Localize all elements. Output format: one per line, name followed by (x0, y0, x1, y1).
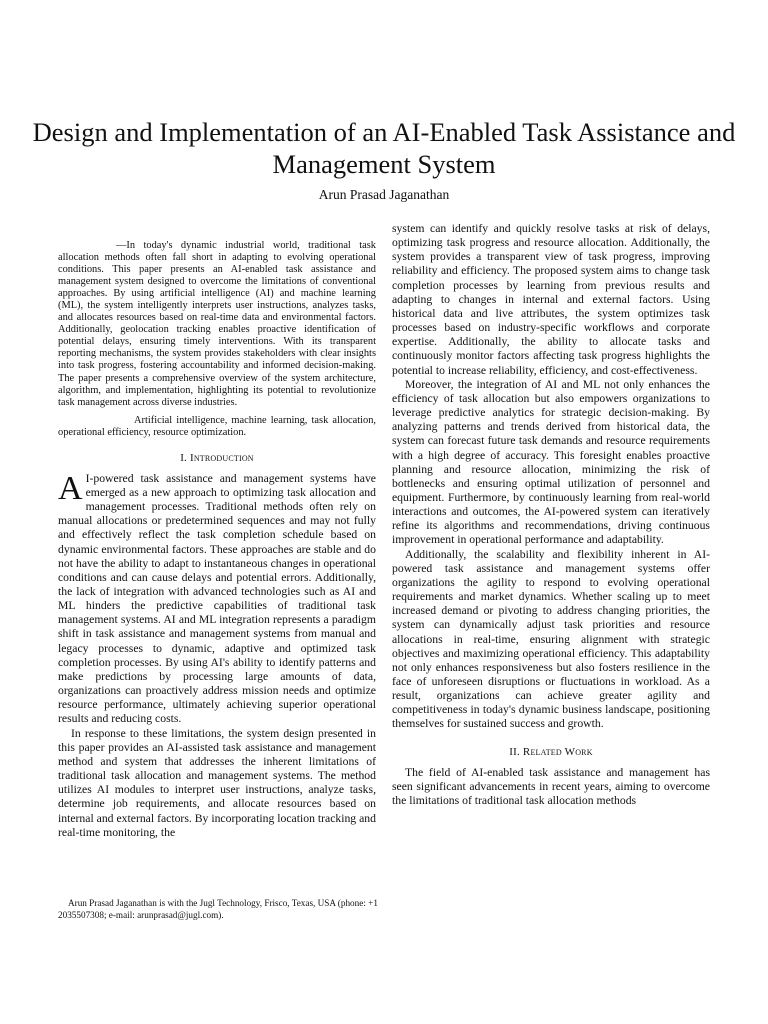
author-name: Arun Prasad Jaganathan (318, 187, 450, 202)
intro-paragraph-2-continued: system can identify and quickly resolve tasks at risk of delays, optimizing task progress and resource allocation. Additionally, the system provides a transparent view of task progress, improving reliability and efficiency. The proposed system aims to change task completion processes by learning from previous results and adapting to changes in internal and external factors. Using historical data and live attributes, the system optimizes task processes based on industry-specific workflows and corporate expertise. Additionally, the ability to allocate tasks and continuously monitor factors affecting task progress highlights the potential to increase reliability, efficiency, and cost-effectiveness. (392, 222, 710, 377)
left-column (58, 222, 376, 840)
paper-title: Design and Implementation of an AI-Enabled Task Assistance and Management System (32, 117, 736, 179)
abstract: —In today's dynamic industrial world, traditional task allocation methods often fall short in adapting to evolving operational conditions. This paper presents an AI-enabled task assistance and management system designed to overcome the limitations of conventional approaches. By using artificial intelligence (AI) and machine learning (ML), the system intelligently interprets user instructions, analyzes tasks, and allocates resources based on real-time data and environmental factors. Additionally, geolocation tracking enables proactive identification of potential delays, ensuring timely interventions. With its transparent reporting mechanisms, the system provides stakeholders with clear insights into task progress, fostering accountability and informed decision-making. The paper presents a comprehensive overview of the system architecture, algorithm, and implementation, highlighting its potential to revolutionize task management across diverse industries. (58, 240, 376, 408)
related-paragraph-1: The field of AI-enabled task assistance and management has seen significant advancements in recent years, aiming to overcome the limitations of traditional task allocation methods (392, 765, 710, 807)
intro-paragraph-2: In response to these limitations, the system design presented in this paper provides an AI-assisted task assistance and management method and system that addresses the inherent limitations of traditional task allocation and management systems. The method utilizes AI modules to interpret user instructions, analyze tasks, determine job requirements, and allocate resources based on internal and external factors. By incorporating location tracking and real-time monitoring, the (58, 726, 376, 839)
section-heading-related-work: II. Related Work (509, 745, 593, 758)
intro-paragraph-4: Additionally, the scalability and flexibility inherent in AI-powered task assistance and management systems offer organizations the agility to respond to evolving operational requirements and market dynamics. Whether scaling up to meet increased demand or pivoting to address changing priorities, the system can dynamically adjust task priorities and resource allocations in real-time, ensuring alignment with strategic objectives and maximizing operational efficiency. This adaptability not only enhances responsiveness but also fosters resilience in the face of unforeseen disruptions or fluctuations in workload. As a result, organizations can achieve greater agility and competitiveness in today's dynamic business landscape, positioning themselves for sustained success and growth. (392, 547, 710, 731)
intro-paragraph-1 (58, 469, 376, 727)
intro-paragraph-3: Moreover, the integration of AI and ML not only enhances the efficiency of task allocation but also empowers organizations to leverage predictive analytics for strategic decision-making. By analyzing patterns and trends derived from historical data, the system can forecast future task demands and resource requirements with a high degree of accuracy. This foresight enables proactive planning and resource allocation, minimizing the risk of bottlenecks and ensuring optimal utilization of personnel and equipment. Furthermore, by continuously learning from real-world interactions and outcomes, the AI-powered system can iteratively refine its algorithms and recommendations, driving continuous improvement in operational performance and adaptability. (392, 377, 710, 547)
author-footnote: Arun Prasad Jaganathan is with the Jugl Technology, Frisco, Texas, USA (phone: +1 2035507308; e-mail: arunprasad@jugl.com). (58, 898, 378, 920)
keywords: Artificial intelligence, machine learning, task allocation, operational efficiency, resource optimization. (58, 414, 376, 438)
intro-paragraph-1-text: I-powered task assistance and management systems have emerged as a new approach to optimizing task allocation and management processes. Traditional methods often rely on manual allocations or predetermined sequences and may not fully and effectively reflect the task completion schedule based on dynamic environmental factors. These approaches are stable and do not have the ability to adapt to instantaneous changes in operational conditions and can cause delays and potential errors. Additionally, the lack of integration with advanced technologies such as AI and ML hinders the predictive capabilities of traditional task management systems. AI and ML integration represents a paradigm shift in task assistance and management systems from manual and legacy processes to dynamic, adaptive and optimized task completion processes. By using AI's ability to identify patterns and make predictions by processing large amounts of data, organizations can proactively address mission needs and optimize resource performance, ultimately achieving superior operational results and reducing costs. (58, 471, 376, 726)
section-heading-introduction: I. Introduction (180, 451, 254, 464)
drop-cap: A (58, 469, 83, 507)
right-column (392, 222, 710, 808)
